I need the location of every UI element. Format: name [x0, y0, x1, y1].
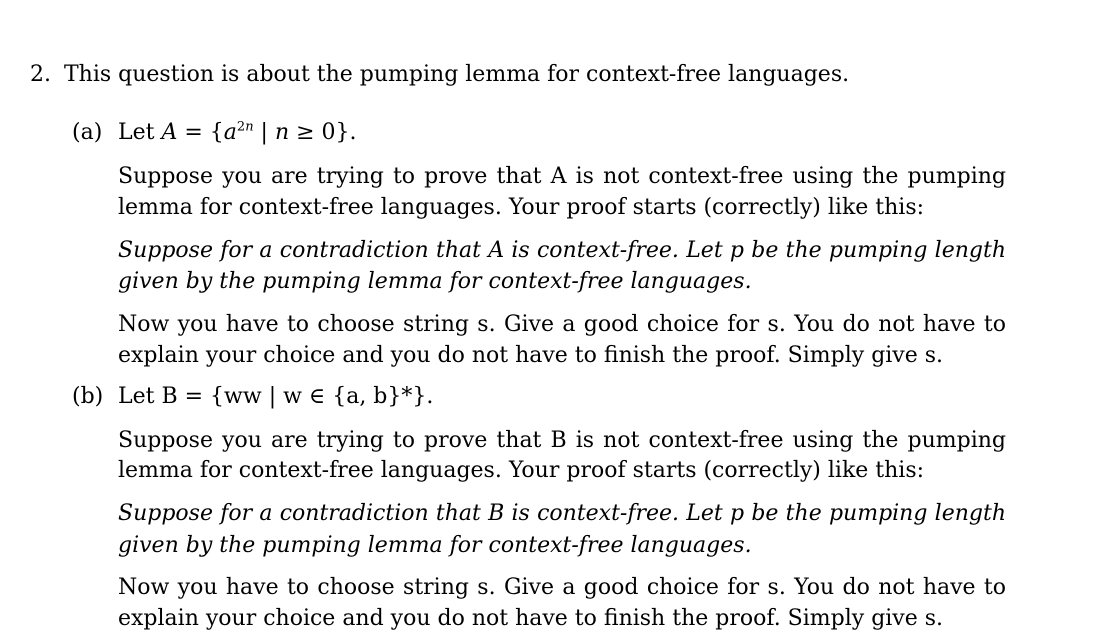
part-b-intro-line2: lemma for context-free languages. Your proof starts (correctly) like this:: [118, 458, 925, 483]
part-a-proof-line1: Suppose for a contradiction that A is context-free. Let p be the pumping length: [118, 238, 1006, 263]
part-b-proof-line1: Suppose for a contradiction that B is context-free. Let p be the pumping length: [118, 501, 1006, 526]
part-b-task-line2: explain your choice and you do not have to finish the proof. Simply give s.: [118, 606, 944, 631]
part-a-label: (a): [72, 120, 103, 145]
part-a-definition: Let $A = \{a^{2n}$ | n ≥ 0}.: [118, 119, 357, 145]
question-text: This question is about the pumping lemma for context-free languages.: [64, 62, 850, 87]
part-b-definition: Let B = {ww | w ∈ {a, b}*}.: [118, 384, 434, 409]
part-a-task-line1: Now you have to choose string s. Give a good choice for s. You do not have to: [118, 312, 1006, 337]
question-number: 2.: [30, 62, 51, 87]
part-b-intro-line1: Suppose you are trying to prove that B is not context-free using the pumping: [118, 428, 1006, 453]
part-a-intro-line2: lemma for context-free languages. Your proof starts (correctly) like this:: [118, 195, 925, 220]
part-b-proof-line2: given by the pumping lemma for context-free languages.: [118, 533, 752, 558]
part-a-intro-line1: Suppose you are trying to prove that A is not context-free using the pumping: [118, 164, 1006, 189]
part-b-label: (b): [72, 384, 104, 409]
part-a-task-line2: explain your choice and you do not have to finish the proof. Simply give s.: [118, 343, 944, 368]
part-b-task-line1: Now you have to choose string s. Give a good choice for s. You do not have to: [118, 575, 1006, 600]
part-a-proof-line2: given by the pumping lemma for context-free languages.: [118, 269, 752, 294]
